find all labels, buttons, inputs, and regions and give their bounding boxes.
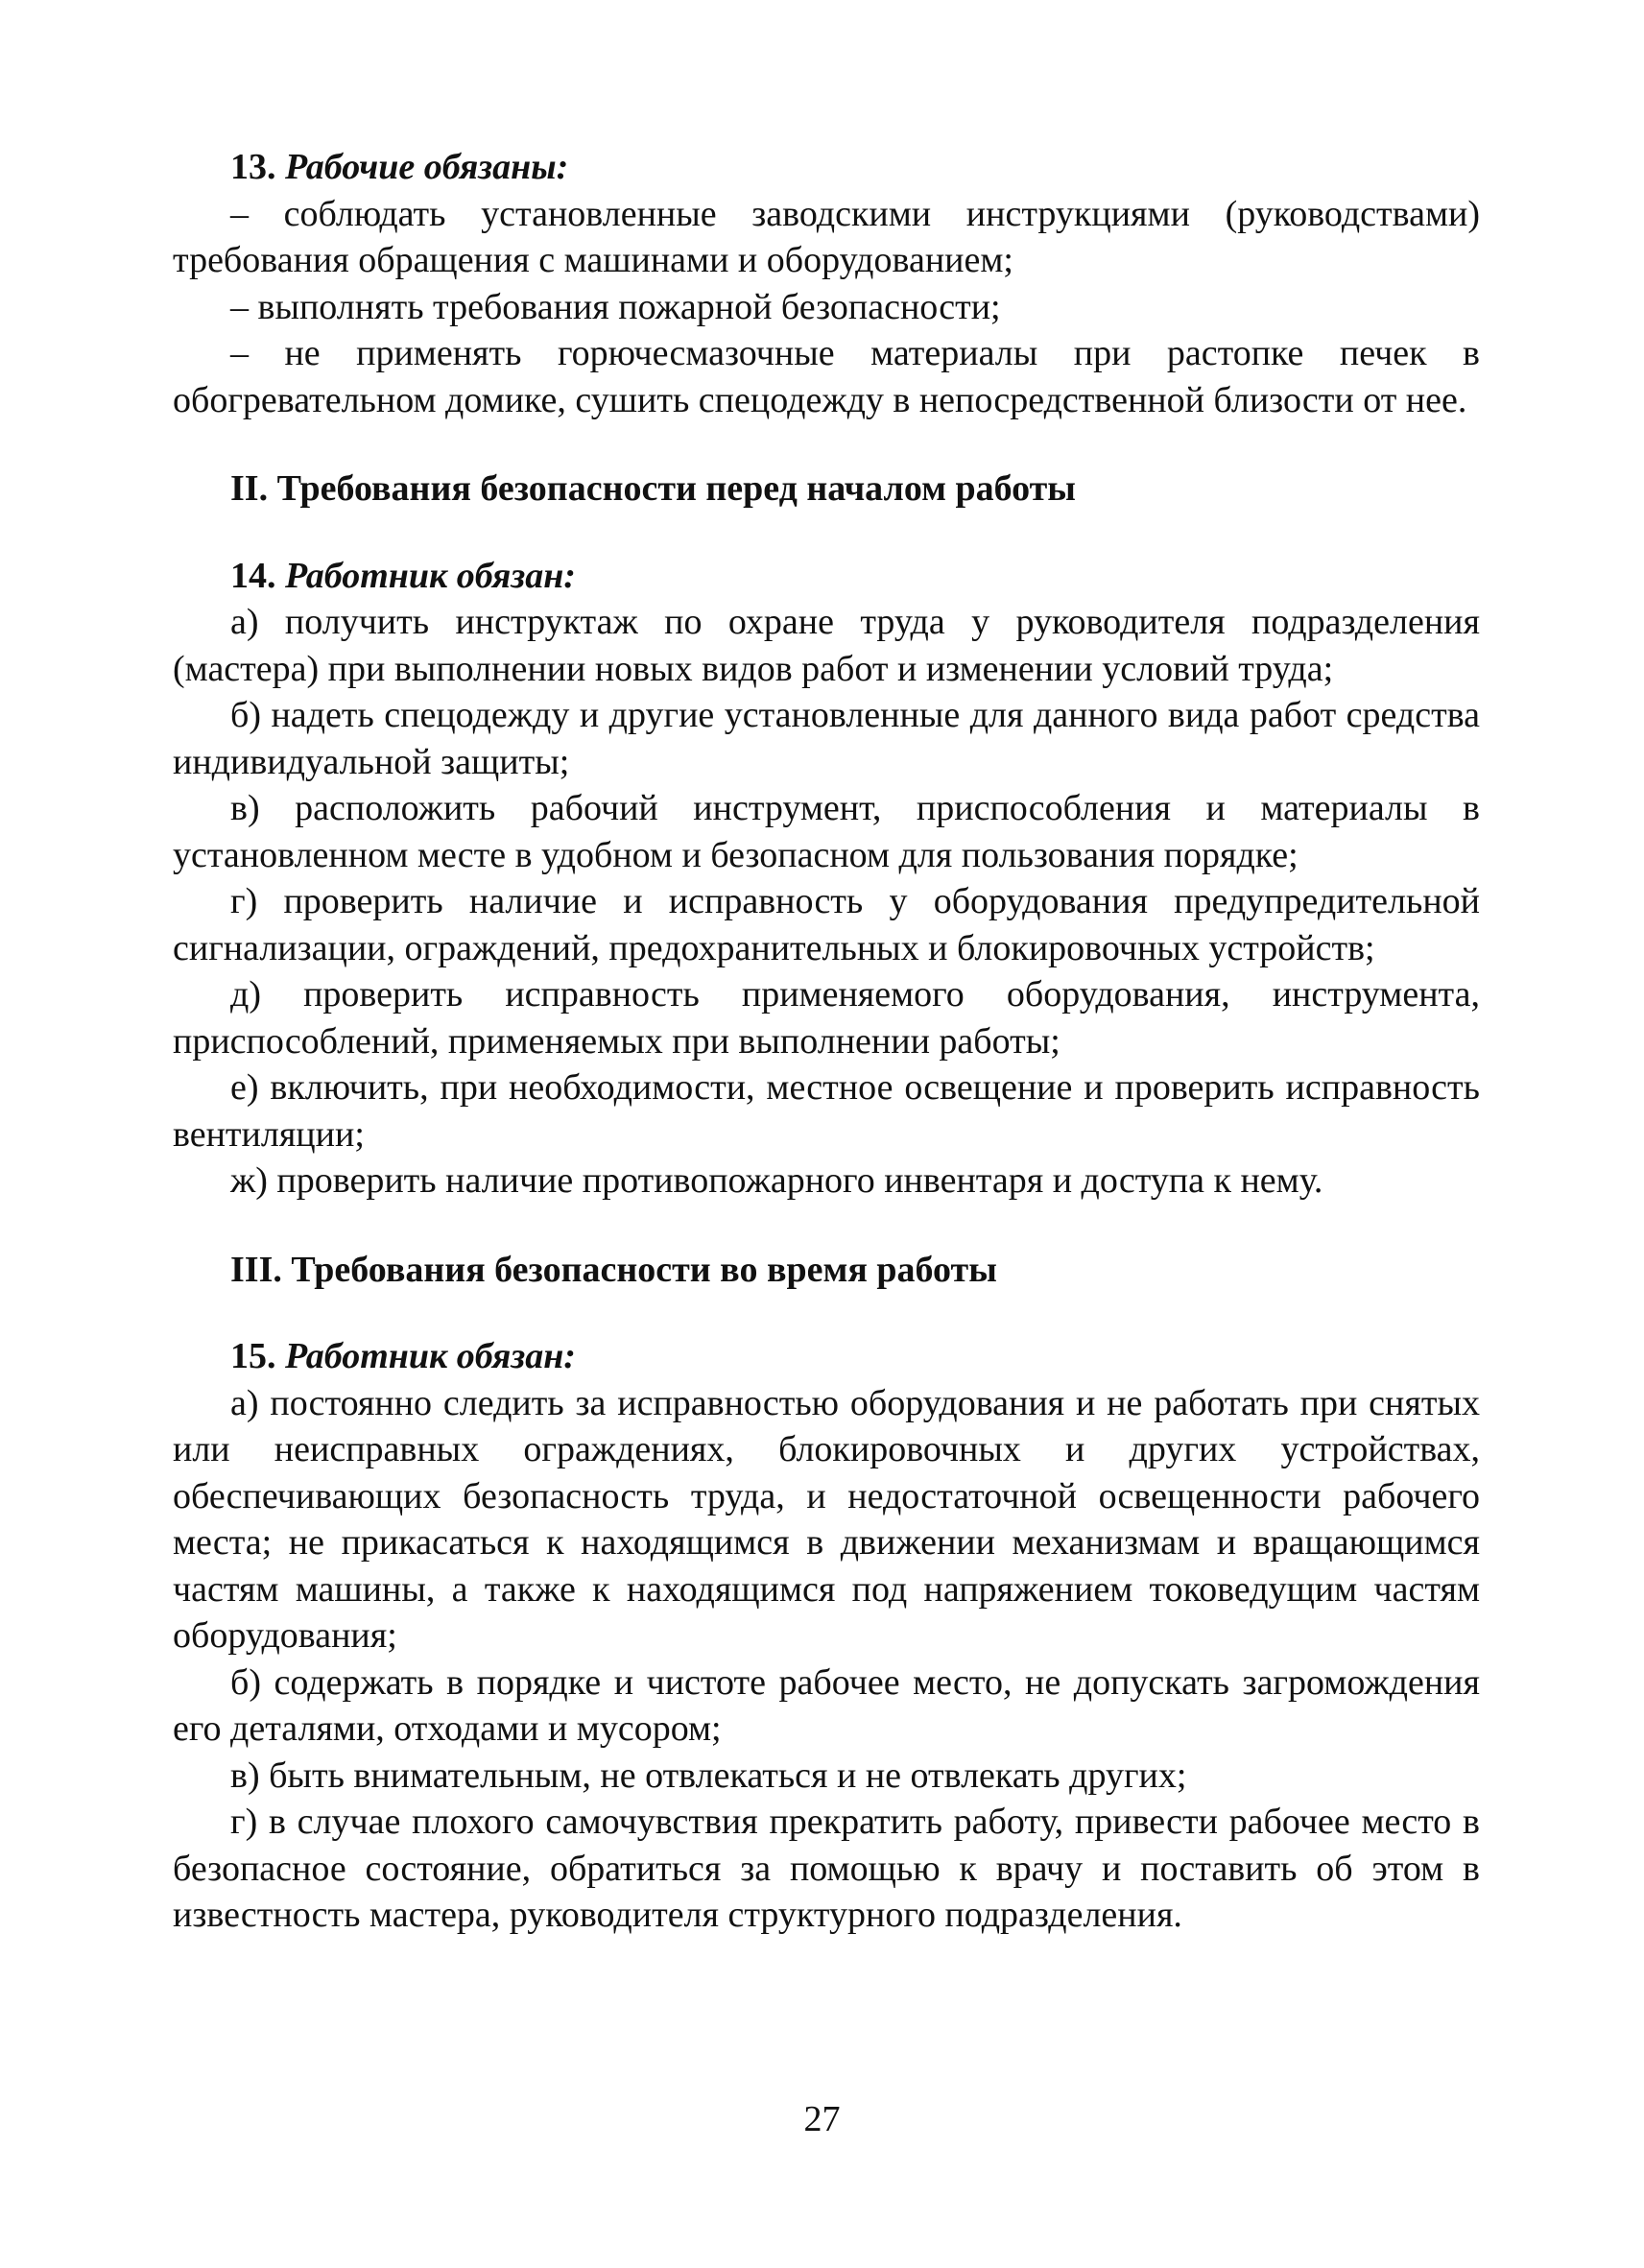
item-15-point-a: а) постоянно следить за исправностью оборудования и не работать при снятых или неисправных ограждениях, блокировочных и других устройствах, обеспечивающих безопасность труда, и недостаточной освещенности рабочего места; не прикасаться к находящимся в движении механизмам и вращающимся частям машины, а также к находящимся под напряжением токоведущим частям оборудования;	[173, 1382, 1480, 1656]
item-13-heading	[173, 144, 1480, 191]
section-2-heading: II. Требования безопасности перед началом работы	[230, 468, 1076, 509]
item-15-number: 15.	[230, 1336, 276, 1376]
item-15-title: Работник обязан:	[285, 1336, 576, 1376]
item-15-heading	[173, 1333, 1480, 1380]
item-14-point-zh: ж) проверить наличие противопожарного инвентаря и доступа к нему.	[230, 1160, 1323, 1201]
item-14-point-d: д) проверить исправность применяемого оборудования, инструмента, приспособлений, применяемых при выполнении работы;	[173, 974, 1480, 1062]
item-14-point-v: в) расположить рабочий инструмент, приспособления и материалы в установленном месте в удобном и безопасном для пользования порядке;	[173, 788, 1480, 875]
item-13-title: Рабочие обязаны:	[285, 147, 569, 187]
page-number: 27	[803, 2099, 841, 2139]
item-13-point-3: – не применять горючесмазочные материалы при растопке печек в обогревательном домике, сушить спецодежду в непосредственной близости от нее.	[173, 333, 1480, 420]
item-14-point-g: г) проверить наличие и исправность у оборудования предупредительной сигнализации, ограждений, предохранительных и блокировочных устройств;	[173, 881, 1480, 968]
item-15-point-v: в) быть внимательным, не отвлекаться и не отвлекать других;	[230, 1755, 1187, 1796]
item-13-point-1: – соблюдать установленные заводскими инструкциями (руководствами) требования обращения с машинами и оборудованием;	[173, 193, 1480, 280]
item-15-point-b: б) содержать в порядке и чистоте рабочее место, не допускать загромождения его деталями, отходами и мусором;	[173, 1661, 1480, 1749]
item-15-point-g: г) в случае плохого самочувствия прекратить работу, привести рабочее место в безопасное состояние, обратиться за помощью к врачу и поставить об этом в известность мастера, руководителя структурного подразделения.	[173, 1802, 1480, 1935]
item-13-point-2: – выполнять требования пожарной безопасности;	[230, 286, 1001, 327]
item-14-title: Работник обязан:	[285, 555, 576, 596]
item-14-heading	[173, 553, 1480, 600]
section-3-heading: III. Требования безопасности во время работы	[230, 1249, 997, 1290]
item-14-point-a: а) получить инструктаж по охране труда у руководителя подразделения (мастера) при выполнении новых видов работ и изменении условий труда;	[173, 602, 1480, 689]
item-14-point-b: б) надеть спецодежду и другие установленные для данного вида работ средства индивидуальной защиты;	[173, 695, 1480, 782]
document-page	[173, 144, 1480, 1939]
item-13-number: 13.	[230, 147, 276, 187]
item-14-point-e: е) включить, при необходимости, местное освещение и проверить исправность вентиляции;	[173, 1067, 1480, 1155]
item-14-number: 14.	[230, 555, 276, 596]
